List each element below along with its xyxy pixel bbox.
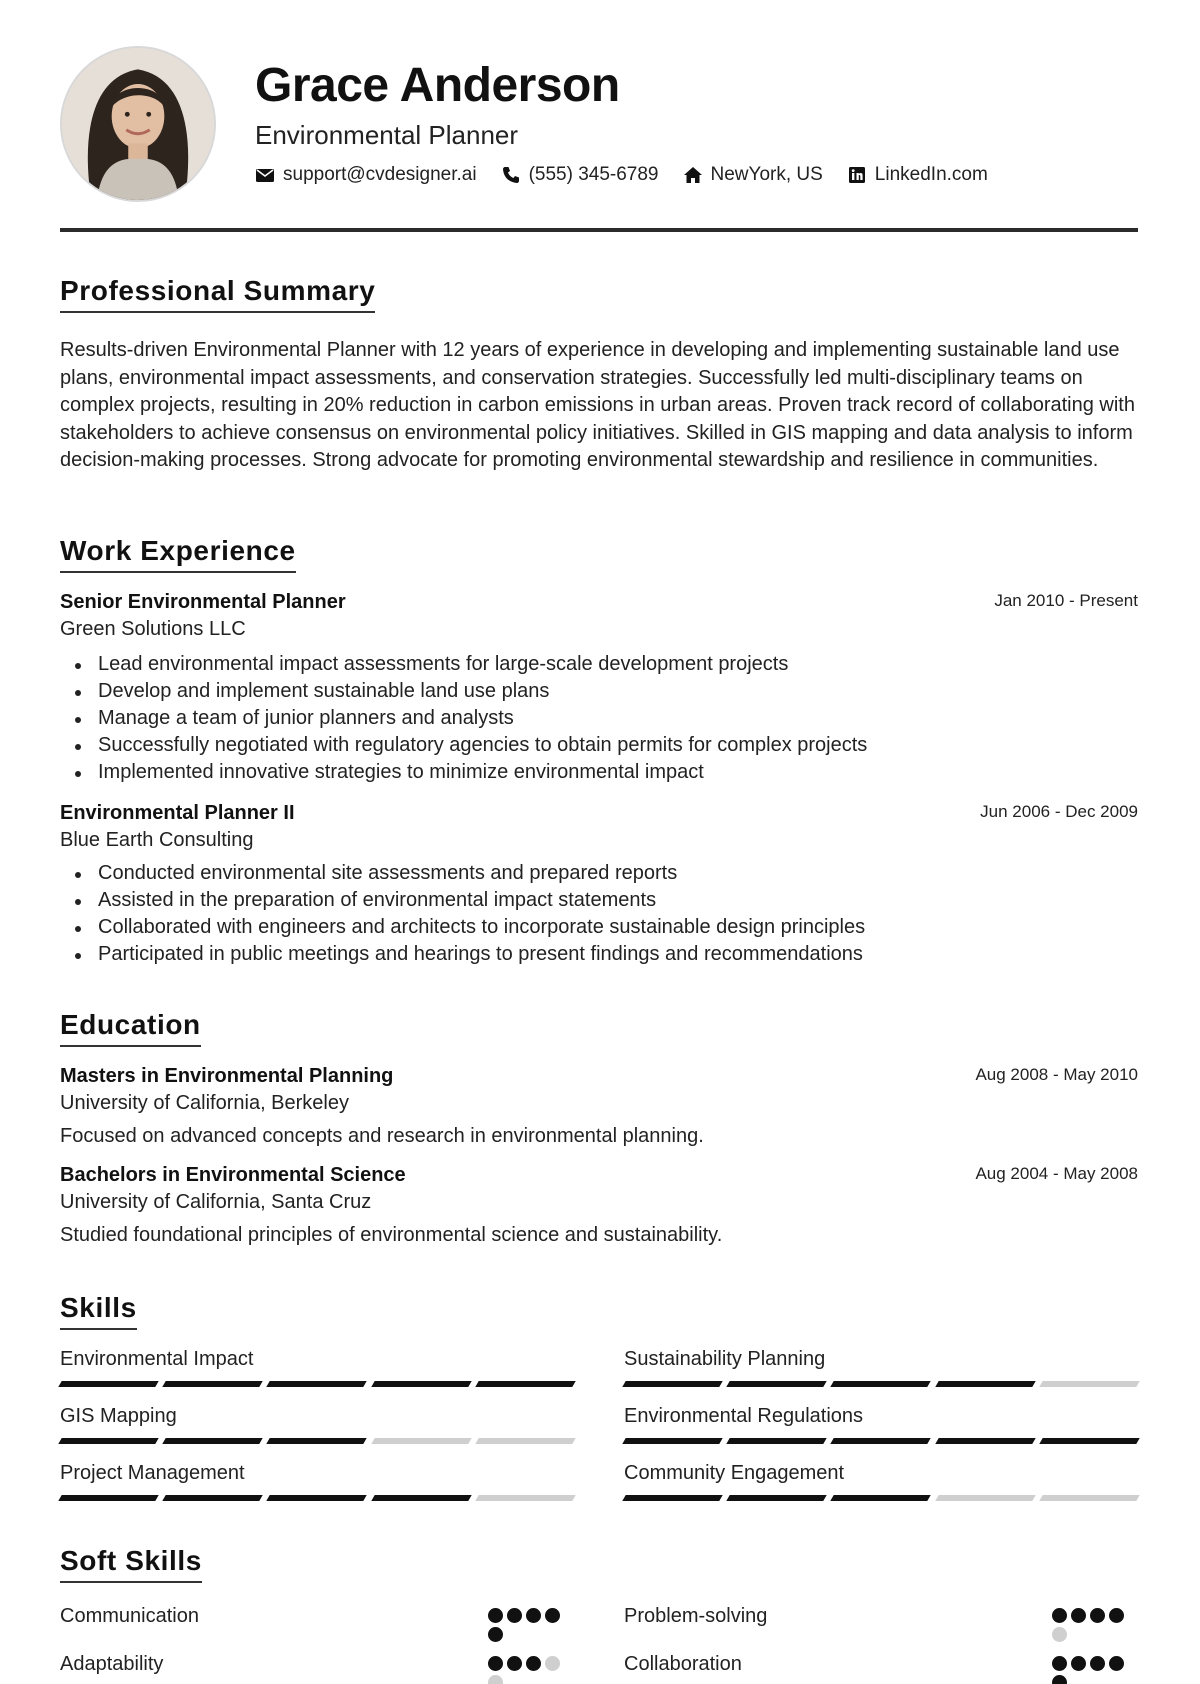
job-title: Senior Environmental Planner: [60, 591, 346, 613]
skill-level-segment: [267, 1495, 368, 1501]
contact-location: [683, 164, 823, 186]
contact-linkedin-text: LinkedIn.com: [874, 164, 988, 185]
rating-dot: [488, 1675, 503, 1684]
skill-level-segment: [371, 1381, 472, 1387]
section-title-work: Work Experience: [60, 535, 296, 573]
skill-level-segment: [831, 1381, 932, 1387]
education-section: [60, 1009, 1138, 1247]
job-company: Green Solutions LLC: [60, 618, 246, 640]
skill-level-bar: [60, 1438, 574, 1444]
contact-phone[interactable]: [501, 164, 659, 186]
skill-level-segment: [267, 1381, 368, 1387]
skill-level-segment: [475, 1381, 576, 1387]
resume-page: [60, 0, 1138, 1675]
education-date: Aug 2008 - May 2010: [975, 1065, 1138, 1084]
skill-name: Environmental Regulations: [624, 1405, 864, 1427]
skill-level-segment: [726, 1438, 827, 1444]
rating-dot: [1109, 1608, 1124, 1623]
rating-dot: [507, 1656, 522, 1671]
rating-dot: [1109, 1656, 1124, 1671]
rating-dot: [1090, 1608, 1105, 1623]
education-entry: [60, 1164, 1138, 1247]
degree-title: Masters in Environmental Planning: [60, 1065, 394, 1087]
resume-header: [60, 0, 1138, 236]
contact-row: [255, 164, 988, 186]
skill-level-segment: [371, 1495, 472, 1501]
skill-level-segment: [622, 1495, 723, 1501]
skill-name: Sustainability Planning: [624, 1348, 826, 1370]
rating-dot: [1090, 1656, 1105, 1671]
section-title-summary: Professional Summary: [60, 275, 375, 313]
skill-level-segment: [58, 1438, 159, 1444]
candidate-role: Environmental Planner: [255, 120, 519, 150]
contact-location-text: NewYork, US: [710, 164, 823, 185]
skill-level-segment: [371, 1438, 472, 1444]
skill-level-segment: [622, 1438, 723, 1444]
skill-level-bar: [624, 1381, 1138, 1387]
job-bullet: Develop and implement sustainable land use plans: [60, 678, 1138, 705]
section-title-skills: Skills: [60, 1292, 137, 1330]
skill-level-segment: [622, 1381, 723, 1387]
job-entry: [60, 802, 1138, 968]
skill-level-segment: [267, 1438, 368, 1444]
skill-level-segment: [58, 1381, 159, 1387]
avatar: [60, 46, 216, 202]
rating-dot: [1071, 1656, 1086, 1671]
job-bullet: Collaborated with engineers and architects to incorporate sustainable design principles: [60, 914, 1138, 941]
soft-skill-rating: [1052, 1656, 1138, 1684]
job-title: Environmental Planner II: [60, 802, 295, 824]
rating-dot: [488, 1656, 503, 1671]
rating-dot: [488, 1608, 503, 1623]
skill-item: [60, 1405, 574, 1462]
education-date: Aug 2004 - May 2008: [975, 1164, 1138, 1183]
job-date: Jun 2006 - Dec 2009: [980, 802, 1138, 821]
skill-item: [624, 1462, 1138, 1519]
contact-phone-text: (555) 345-6789: [528, 164, 659, 185]
education-description: Focused on advanced concepts and research in environmental planning.: [60, 1125, 704, 1147]
skill-level-segment: [935, 1381, 1036, 1387]
summary-text: Results-driven Environmental Planner with 12 years of experience in developing and implementing sustainable land use plans, environmental impact assessments, and conservation strategies. Successfully led multi-disciplinary teams on complex projects, resulting in 20% reduction in carbon emissions in urban areas. Proven track record of collaborating with stakeholders to achieve consensus on environmental policy initiatives. Skilled in GIS mapping and data analysis to inform decision-making processes. Strong advocate for promoting environmental stewardship and resilience in communities.: [60, 339, 1135, 471]
contact-linkedin[interactable]: [847, 164, 988, 186]
soft-skill-rating: [1052, 1608, 1138, 1642]
skill-level-segment: [475, 1438, 576, 1444]
skill-name: Project Management: [60, 1462, 245, 1484]
avatar-portrait-icon: [62, 48, 214, 200]
skill-level-bar: [624, 1438, 1138, 1444]
skill-level-segment: [162, 1381, 263, 1387]
job-date: Jan 2010 - Present: [994, 591, 1138, 610]
rating-dot: [545, 1656, 560, 1671]
job-bullet: Participated in public meetings and hearings to present findings and recommendations: [60, 941, 1138, 968]
job-company: Blue Earth Consulting: [60, 829, 254, 851]
skill-level-segment: [58, 1495, 159, 1501]
section-title-soft-skills: Soft Skills: [60, 1545, 202, 1583]
skills-section: [60, 1292, 1138, 1519]
job-bullet: Successfully negotiated with regulatory agencies to obtain permits for complex projects: [60, 732, 1138, 759]
soft-skills-section: [60, 1545, 1138, 1684]
skill-level-segment: [475, 1495, 576, 1501]
envelope-icon: [255, 165, 275, 185]
skill-item: [624, 1405, 1138, 1462]
skill-level-segment: [726, 1381, 827, 1387]
skill-name: Community Engagement: [624, 1462, 845, 1484]
soft-skill-rating: [488, 1656, 574, 1684]
skill-name: GIS Mapping: [60, 1405, 177, 1427]
skill-level-segment: [162, 1495, 263, 1501]
skill-level-segment: [935, 1438, 1036, 1444]
rating-dot: [507, 1608, 522, 1623]
candidate-name: Grace Anderson: [255, 59, 620, 112]
school-name: University of California, Santa Cruz: [60, 1191, 372, 1213]
soft-skill-name: Problem-solving: [624, 1605, 768, 1627]
skill-level-segment: [1039, 1495, 1140, 1501]
skills-grid: [60, 1348, 1138, 1519]
home-icon: [683, 165, 703, 185]
skill-level-segment: [831, 1438, 932, 1444]
rating-dot: [1071, 1608, 1086, 1623]
skill-level-segment: [162, 1438, 263, 1444]
skill-name: Environmental Impact: [60, 1348, 254, 1370]
professional-summary-section: [60, 275, 1138, 475]
rating-dot: [1052, 1656, 1067, 1671]
education-entry: [60, 1065, 1138, 1148]
soft-skill-item: [60, 1605, 574, 1653]
rating-dot: [1052, 1675, 1067, 1684]
education-description: Studied foundational principles of environmental science and sustainability.: [60, 1224, 723, 1246]
skill-level-segment: [1039, 1381, 1140, 1387]
skill-level-bar: [60, 1495, 574, 1501]
rating-dot: [1052, 1627, 1067, 1642]
skill-level-bar: [624, 1495, 1138, 1501]
school-name: University of California, Berkeley: [60, 1092, 349, 1114]
contact-email[interactable]: [255, 164, 477, 186]
rating-dot: [545, 1608, 560, 1623]
job-bullet: Manage a team of junior planners and analysts: [60, 705, 1138, 732]
job-bullet: Lead environmental impact assessments for large-scale development projects: [60, 651, 1138, 678]
rating-dot: [526, 1656, 541, 1671]
skill-level-segment: [1039, 1438, 1140, 1444]
skill-level-segment: [831, 1495, 932, 1501]
contact-email-text: support@cvdesigner.ai: [283, 164, 477, 185]
skill-level-bar: [60, 1381, 574, 1387]
rating-dot: [526, 1608, 541, 1623]
job-bullets: [60, 860, 1138, 968]
skill-item: [60, 1348, 574, 1405]
work-experience-section: [60, 535, 1138, 968]
job-entry: [60, 591, 1138, 786]
soft-skill-name: Communication: [60, 1605, 199, 1627]
degree-title: Bachelors in Environmental Science: [60, 1164, 406, 1186]
skill-item: [60, 1462, 574, 1519]
skill-level-segment: [935, 1495, 1036, 1501]
skill-item: [624, 1348, 1138, 1405]
job-bullet: Assisted in the preparation of environmental impact statements: [60, 887, 1138, 914]
soft-skills-grid: [60, 1605, 1138, 1684]
phone-icon: [501, 165, 521, 185]
header-divider: [60, 228, 1138, 232]
job-bullet: Conducted environmental site assessments and prepared reports: [60, 860, 1138, 887]
soft-skill-item: [624, 1653, 1138, 1684]
linkedin-icon: [847, 165, 867, 185]
soft-skill-item: [60, 1653, 574, 1684]
soft-skill-name: Collaboration: [624, 1653, 742, 1675]
soft-skill-name: Adaptability: [60, 1653, 164, 1675]
soft-skill-item: [624, 1605, 1138, 1653]
job-bullet: Implemented innovative strategies to minimize environmental impact: [60, 759, 1138, 786]
job-bullets: [60, 651, 1138, 786]
rating-dot: [488, 1627, 503, 1642]
section-title-education: Education: [60, 1009, 201, 1047]
rating-dot: [1052, 1608, 1067, 1623]
soft-skill-rating: [488, 1608, 574, 1642]
skill-level-segment: [726, 1495, 827, 1501]
